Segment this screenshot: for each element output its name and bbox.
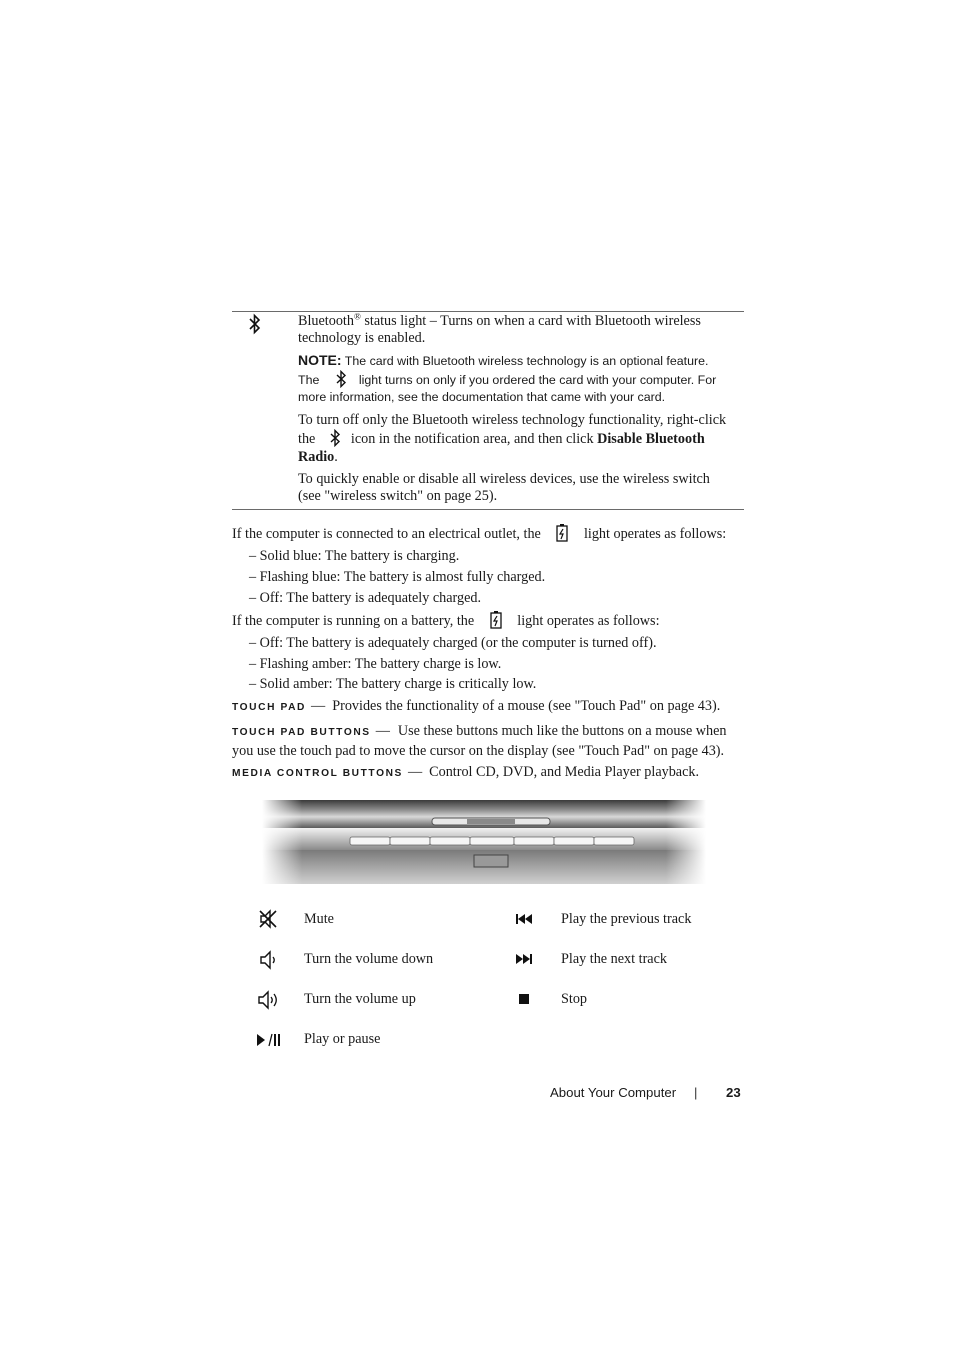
volume-up-label: Turn the volume up — [304, 991, 416, 1007]
stop-icon — [519, 994, 529, 1004]
list-item: – Off: The battery is adequately charged. — [249, 590, 482, 606]
play-pause-icon — [256, 1032, 282, 1048]
touch-pad-buttons-text-line1: Use these buttons much like the buttons on a mouse when — [397, 723, 727, 739]
list-item: – Off: The battery is adequately charged (or the computer is turned off). — [249, 635, 657, 651]
next-track-icon — [515, 953, 533, 965]
turnoff-line3-end: . — [334, 449, 338, 465]
battery-icon — [486, 610, 506, 630]
turnoff-paragraph — [298, 411, 744, 466]
battery-icon — [552, 523, 572, 543]
outlet-intro-start: If the computer is connected to an electrical outlet, the — [232, 526, 541, 542]
footer-separator: | — [694, 1085, 698, 1100]
note-label: NOTE: — [298, 352, 342, 368]
battery-intro-end: light operates as follows: — [517, 613, 660, 629]
mute-label: Mute — [304, 911, 334, 927]
turnoff-line2-mid: icon in the notification area, and then click — [350, 431, 598, 447]
turnoff-line2-start: the — [298, 431, 316, 447]
list-item: – Solid amber: The battery charge is critically low. — [249, 676, 537, 692]
touch-pad-text: Provides the functionality of a mouse (see "Touch Pad" on page 43). — [332, 698, 721, 714]
enable-line1: To quickly enable or disable all wireless devices, use the wireless switch — [298, 471, 710, 487]
bluetooth-label: Bluetooth — [298, 313, 354, 329]
note-block — [298, 351, 744, 406]
touch-pad-entry — [232, 698, 752, 716]
volume-up-icon — [256, 989, 282, 1011]
battery-list — [249, 633, 749, 695]
bluetooth-inline-icon — [331, 370, 353, 388]
bluetooth-description — [298, 313, 744, 347]
battery-intro — [232, 610, 752, 631]
touch-pad-term: TOUCH PAD — [232, 702, 307, 713]
note-line2-end: light turns on only if you ordered the card with your computer. For — [358, 373, 717, 387]
radio-text: Radio — [298, 449, 335, 465]
touch-pad-buttons-entry — [232, 722, 752, 760]
volume-down-label: Turn the volume down — [304, 951, 434, 967]
media-control-entry — [232, 764, 752, 782]
enable-line2: (see "wireless switch" on page 25). — [298, 488, 498, 504]
bluetooth-desc-line1: status light – Turns on when a card with Bluetooth wireless — [360, 313, 701, 329]
em-dash: — — [311, 698, 326, 714]
media-buttons-photo — [262, 800, 706, 884]
note-line2-start: The — [298, 373, 320, 387]
table-bottom-rule — [232, 509, 744, 510]
note-line3: more information, see the documentation that came with your card. — [298, 390, 666, 404]
bluetooth-inline-icon-2 — [325, 429, 347, 447]
em-dash: — — [407, 764, 423, 780]
play-pause-label: Play or pause — [304, 1031, 381, 1047]
enable-paragraph — [298, 471, 744, 505]
note-line1: The card with Bluetooth wireless technology is an optional feature. — [341, 354, 709, 368]
bluetooth-desc-line2: technology is enabled. — [298, 330, 426, 346]
volume-down-icon — [258, 949, 280, 971]
registered-mark: ® — [353, 311, 361, 322]
previous-track-icon — [515, 913, 533, 925]
stop-label: Stop — [561, 991, 588, 1007]
media-control-text: Control CD, DVD, and Media Player playback. — [429, 764, 700, 780]
battery-intro-start: If the computer is running on a battery, the — [232, 613, 475, 629]
list-item: – Flashing blue: The battery is almost fully charged. — [249, 569, 546, 585]
next-track-label: Play the next track — [561, 951, 667, 967]
mute-icon — [257, 908, 279, 930]
media-control-term: MEDIA CONTROL BUTTONS — [232, 768, 403, 779]
list-item: – Flashing amber: The battery charge is low. — [249, 655, 502, 672]
outlet-list — [249, 546, 749, 609]
list-item: – Solid blue: The battery is charging. — [249, 548, 460, 564]
turnoff-line1: To turn off only the Bluetooth wireless technology functionality, right-click — [298, 412, 727, 428]
touch-pad-buttons-text-line2: you use the touch pad to move the cursor on the display (see "Touch Pad" on page 43). — [232, 743, 725, 759]
outlet-intro-end: light operates as follows: — [583, 526, 727, 542]
footer-section-title: About Your Computer — [550, 1085, 677, 1100]
em-dash: — — [375, 723, 390, 739]
touch-pad-buttons-term: TOUCH PAD BUTTONS — [232, 727, 371, 738]
page-number: 23 — [726, 1085, 741, 1100]
disable-bluetooth-text: Disable Bluetooth — [597, 431, 705, 447]
previous-track-label: Play the previous track — [561, 911, 692, 927]
bluetooth-icon — [246, 312, 264, 336]
table-top-rule — [232, 311, 744, 312]
outlet-intro — [232, 523, 752, 544]
